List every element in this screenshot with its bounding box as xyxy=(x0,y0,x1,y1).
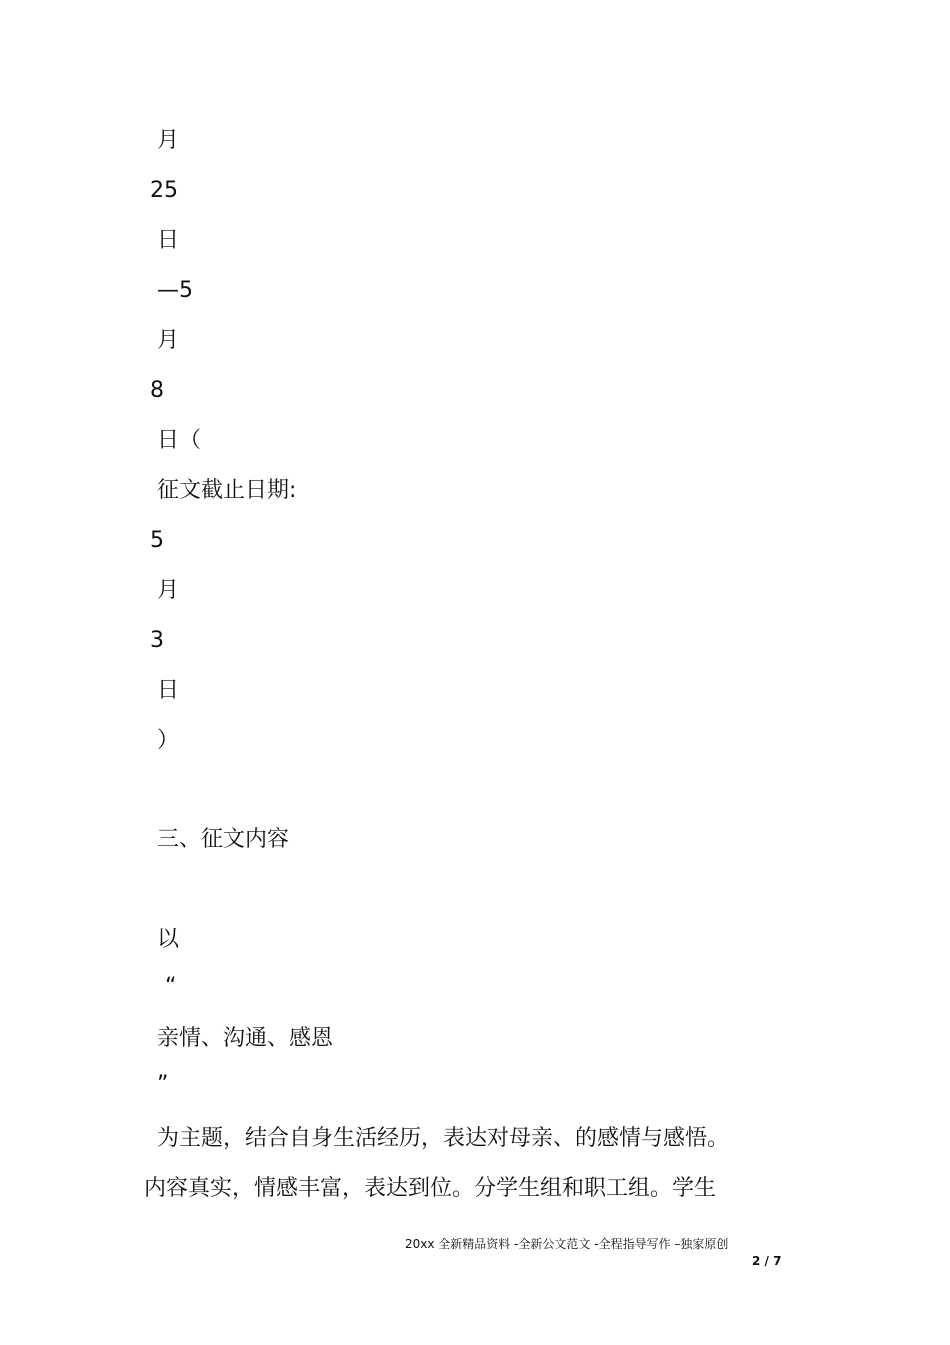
text-line-day-number: 3 xyxy=(150,628,164,653)
paragraph-line: 内容真实，情感丰富，表达到位。分学生组和职工组。学生 xyxy=(144,1176,717,1201)
text-line-day: 日 xyxy=(157,228,180,253)
text-line-open-quote: “ xyxy=(165,974,177,999)
text-line-month-number: 5 xyxy=(150,528,164,553)
text-line-close-quote: ” xyxy=(157,1072,169,1097)
text-line-month: 月 xyxy=(157,128,180,153)
text-line-close-paren: ） xyxy=(157,728,180,753)
text-line-day-number: 25 xyxy=(150,178,178,203)
text-line-day-paren: 日（ xyxy=(157,428,202,453)
page-footer: 20xx 全新精品资料 -全新公文范文 -全程指导写作 –独家原创 xyxy=(405,1237,729,1251)
text-line-month: 月 xyxy=(157,328,180,353)
paragraph-line: 为主题，结合自身生活经历，表达对母亲、的感情与感悟。 xyxy=(157,1126,730,1151)
text-line-month: 月 xyxy=(157,578,180,603)
text-line-theme: 亲情、沟通、感恩 xyxy=(157,1026,334,1051)
text-line-yi: 以 xyxy=(157,927,180,952)
text-line-deadline-label: 征文截止日期: xyxy=(157,478,297,503)
section-heading: 三、征文内容 xyxy=(157,827,290,852)
text-line-day-number: 8 xyxy=(150,378,164,403)
text-line-dash-five: —5 xyxy=(157,278,193,303)
text-line-day: 日 xyxy=(157,678,180,703)
page-number: 2 / 7 xyxy=(752,1254,782,1268)
